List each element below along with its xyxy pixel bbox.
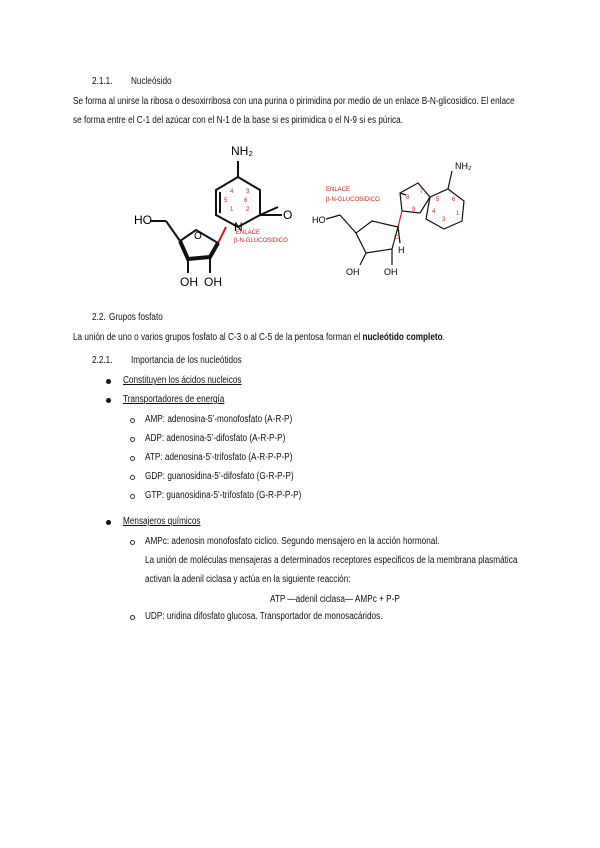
reaction-equation: ATP —adenil ciclasa— AMPc + P-P xyxy=(270,594,400,605)
sub-item-atp: ATP: adenosina-5’-trifosfato (A-R-P-P-P) xyxy=(145,452,293,463)
sub-item-amp: AMP: adenosina-5’-monofosfato (A-R-P) xyxy=(145,414,293,425)
circle-bullet-icon xyxy=(130,437,135,442)
svg-text:4: 4 xyxy=(230,189,234,195)
sub-item-ampc: AMPc: adenosin monofosfato ciclico. Segundo mensajero en la acción hormonal. xyxy=(145,536,440,547)
section-title-grupos-fosfato: Grupos fosfato xyxy=(109,312,163,323)
right-c-label: C xyxy=(394,235,399,241)
left-nh2-label: NH₂ xyxy=(231,144,253,158)
right-oh-right-label: OH xyxy=(384,267,398,277)
svg-text:1: 1 xyxy=(230,207,234,213)
sub-item-ampc-cont-1: La unión de moléculas mensajeras a determinados receptores especificos de la membrana plasmática xyxy=(145,555,518,566)
cytidine-structure xyxy=(150,161,282,273)
circle-bullet-icon xyxy=(130,494,135,499)
svg-text:9: 9 xyxy=(412,207,416,213)
section-title-nucleosido: Nucleósido xyxy=(131,76,172,87)
right-h-label: H xyxy=(398,245,405,255)
paragraph-phosphate-text: La unión de uno o varios grupos fosfato al C-3 o al C-5 de la pentosa forman el xyxy=(73,332,361,343)
bullet-icon xyxy=(106,520,111,525)
circle-bullet-icon xyxy=(130,475,135,480)
svg-text:3: 3 xyxy=(246,189,250,195)
svg-text:7: 7 xyxy=(420,189,424,195)
sub-item-udp: UDP: uridina difosfato glucosa. Transportador de monosacáridos. xyxy=(145,611,383,622)
svg-text:6: 6 xyxy=(452,197,456,203)
bullet-icon xyxy=(106,398,111,403)
svg-text:2: 2 xyxy=(246,207,250,213)
section-number-2-2: 2.2. xyxy=(92,312,106,323)
svg-text:5: 5 xyxy=(224,198,228,204)
section-title-importancia: Importancia de los nucleótidos xyxy=(131,355,242,366)
left-bond-label: β-N-GLUCOSIDICO xyxy=(234,238,288,244)
svg-text:5: 5 xyxy=(436,197,440,203)
left-o-label: O xyxy=(283,208,293,222)
circle-bullet-icon xyxy=(130,418,135,423)
left-enlace-label: ENLACE xyxy=(236,230,261,236)
left-n-label: N xyxy=(234,220,243,234)
sub-item-gdp: GDP: guanosidina-5’-difosfato (G-R-P-P) xyxy=(145,471,294,482)
list-item-acidos-nucleicos: Constituyen los ácidos nucleicos xyxy=(123,375,242,386)
paragraph-phosphate-end: . xyxy=(442,332,445,343)
nucleoside-figure xyxy=(130,135,500,295)
list-item-mensajeros: Mensajeros químicos xyxy=(123,516,201,527)
svg-text:6: 6 xyxy=(244,198,248,204)
list-item-transportadores: Transportadores de energía xyxy=(123,394,225,405)
bullet-icon xyxy=(106,379,111,384)
sub-item-gtp: GTP: guanosidina-5’-trifosfato (G-R-P-P-P) xyxy=(145,490,302,501)
adenosine-numbers xyxy=(406,189,460,223)
paragraph-phosphate xyxy=(73,332,445,344)
left-oh-left-label: OH xyxy=(180,275,198,289)
svg-text:8: 8 xyxy=(406,195,410,201)
right-nh2-label: NH₂ xyxy=(455,161,472,171)
section-number-2-2-1: 2.2.1. xyxy=(92,355,113,366)
paragraph-line-2: se forma entre el C-1 del azúcar con el N-1 de la base si es pirimidica o el N-9 si es púrica. xyxy=(73,115,403,126)
right-ho-label: HO xyxy=(312,215,326,225)
circle-bullet-icon xyxy=(130,615,135,620)
section-number-2-1-1: 2.1.1. xyxy=(92,76,113,87)
right-bond-label: β-N-GLUCOSIDICO xyxy=(326,197,380,203)
circle-bullet-icon xyxy=(130,540,135,545)
left-ho-label: HO xyxy=(134,213,152,227)
sub-item-adp: ADP: adenosina-5’-difosfato (A-R-P-P) xyxy=(145,433,286,444)
right-enlace-label: ENLACE xyxy=(326,187,351,193)
left-oh-right-label: OH xyxy=(204,275,222,289)
sub-item-ampc-cont-2: activan la adenil ciclasa y actúa en la siguiente reacción: xyxy=(145,574,351,585)
left-ring-o-label: O xyxy=(194,231,202,242)
svg-text:3: 3 xyxy=(442,217,446,223)
right-oh-left-label: OH xyxy=(346,267,360,277)
svg-text:1: 1 xyxy=(456,211,460,217)
cytidine-numbers xyxy=(224,189,250,213)
svg-text:4: 4 xyxy=(432,209,436,215)
paragraph-phosphate-bold: nucleótido completo xyxy=(362,332,443,343)
paragraph-line-1: Se forma al unirse la ribosa o desoxirribosa con una purina o pirimidina por medio de un enlace B-N-glicosidico. El enlace xyxy=(73,96,515,107)
circle-bullet-icon xyxy=(130,456,135,461)
